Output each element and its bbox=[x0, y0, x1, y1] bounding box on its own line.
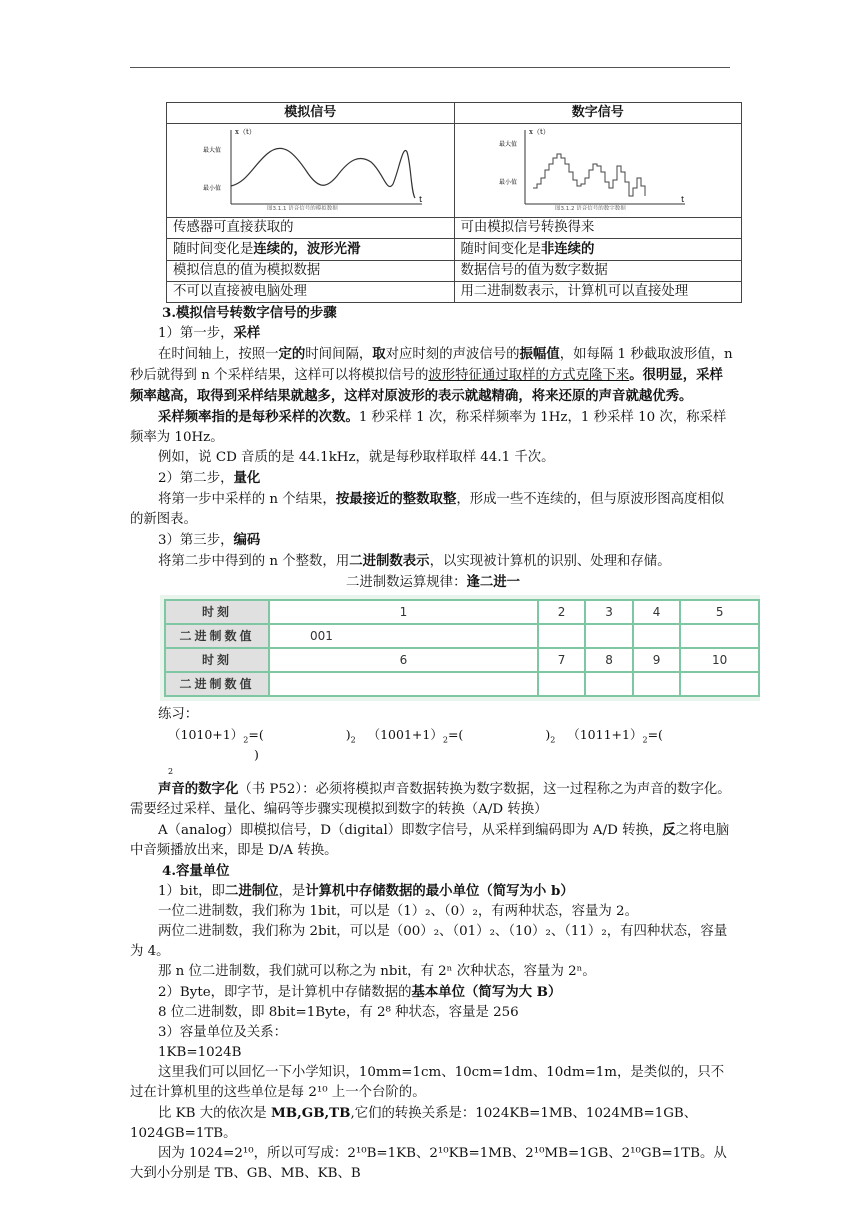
section4-heading: 4.容量单位 bbox=[162, 863, 230, 879]
digital-max-label: 最大值 bbox=[498, 141, 517, 148]
step1-heading: 1）第一步，采样 bbox=[158, 325, 261, 341]
digital-axis-label: x（t） bbox=[528, 128, 550, 136]
step2-paragraph: 将第一步中采样的 n 个结果，按最接近的整数取整，形成一些不连续的，但与原波形图高度相似的新图表。 bbox=[130, 491, 725, 527]
value-cell bbox=[269, 672, 538, 696]
analog-wave bbox=[231, 148, 415, 198]
digitize-paragraph: 声音的数字化（书 P52）：必须将模拟声音数据转换为数字数据，这一过程称之为声音的数字化。需要经过采样、量化、编码等步骤实现模拟到数字的转换（A/D 转换） bbox=[130, 781, 731, 817]
value-cell bbox=[680, 624, 759, 648]
n-bit-paragraph: 那 n 位二进制数，我们就可以称之为 nbit，有 2ⁿ 次种状态，容量为 2ⁿ。 bbox=[158, 964, 596, 979]
two-bit-paragraph: 两位二进制数，我们称为 2bit，可以是（00）₂、（01）₂、（10）₂、（11）₂，有四种状态，容量为 4。 bbox=[130, 924, 728, 959]
binary-table-frame bbox=[160, 595, 760, 701]
analog-t-label: t bbox=[419, 195, 423, 204]
digital-row-1: 可由模拟信号转换得来 bbox=[454, 218, 742, 239]
header-rule bbox=[130, 67, 730, 68]
value-cell bbox=[633, 624, 680, 648]
table-row bbox=[165, 648, 759, 672]
time-label-2: 时刻 bbox=[165, 648, 269, 672]
table-row bbox=[165, 624, 759, 648]
cd-example: 例如，说 CD 音质的是 44.1kHz，就是每秒取样取样 44.1 千次。 bbox=[158, 450, 555, 465]
time-cell: 3 bbox=[585, 600, 632, 624]
sampling-frequency-paragraph: 采样频率指的是每秒采样的次数。1 秒采样 1 次，称采样频率为 1Hz，1 秒采样 10 次，称采样频率为 10Hz。 bbox=[130, 409, 727, 445]
analog-row-2: 随时间变化是连续的，波形光滑 bbox=[167, 239, 455, 261]
binary-rule-title: 二进制数运算规律：逢二进一 bbox=[345, 574, 521, 590]
analog-min-label: 最小值 bbox=[203, 185, 222, 192]
header-analog: 模拟信号 bbox=[167, 103, 455, 124]
analog-max-label: 最大值 bbox=[203, 147, 222, 154]
value-cell bbox=[538, 624, 585, 648]
digital-waveform-figure bbox=[455, 124, 737, 210]
section3-heading: 3.模拟信号转数字信号的步骤 bbox=[162, 305, 337, 321]
digital-t-label: t bbox=[680, 195, 684, 204]
time-cell: 5 bbox=[680, 600, 759, 624]
ad-conversion-paragraph: A（analog）即模拟信号，D（digital）即数字信号，从采样到编码即为 A/D 转换，反之将电脑中音频播放出来，即是 D/A 转换。 bbox=[130, 822, 730, 858]
value-cell bbox=[585, 672, 632, 696]
signal-comparison-table bbox=[166, 102, 742, 303]
one-bit-paragraph: 一位二进制数，我们称为 1bit，可以是（1）₂、（0）₂，有两种状态，容量为 2。 bbox=[158, 904, 638, 919]
digital-min-label: 最小值 bbox=[498, 179, 517, 186]
step1-paragraph: 在时间轴上，按照一定的时间间隔，取对应时刻的声波信号的振幅值，如每隔 1 秒截取波形值，n 秒后就得到 n 个采样结果，这样可以将模拟信号的波形特征通过取样的方式克隆下来。很明显，采样频率越高，取得到采样结果就越多，这样对原波形的表示就越精确，将来还原的声音就越优秀。 bbox=[130, 346, 733, 404]
time-cell: 7 bbox=[538, 648, 585, 672]
units-conversion: 比 KB 大的依次是 MB,GB,TB,它们的转换关系是：1024KB=1MB、1024MB=1GB、1024GB=1TB。 bbox=[130, 1105, 698, 1141]
table-row bbox=[165, 600, 759, 624]
analog-caption: 图3.1.1 语音信号的模拟数据 bbox=[267, 206, 338, 210]
exercise-trailing-sub: 2 bbox=[168, 767, 174, 776]
time-cell: 8 bbox=[585, 648, 632, 672]
value-cell bbox=[633, 672, 680, 696]
time-cell: 6 bbox=[269, 648, 538, 672]
time-cell: 2 bbox=[538, 600, 585, 624]
time-label-1: 时刻 bbox=[165, 600, 269, 624]
digital-row-3: 数据信号的值为数字数据 bbox=[454, 261, 742, 282]
step3-paragraph: 将第二步中得到的 n 个整数，用二进制数表示，以实现被计算机的识别、处理和存储。 bbox=[158, 553, 671, 569]
header-digital: 数字信号 bbox=[454, 103, 742, 124]
analog-continuous: 连续的，波形光滑 bbox=[253, 241, 361, 257]
value-label-2: 二进制数值 bbox=[165, 672, 269, 696]
value-label-1: 二进制数值 bbox=[165, 624, 269, 648]
units-power-of-two: 因为 1024=2¹⁰，所以可写成：2¹⁰B=1KB、2¹⁰KB=1MB、2¹⁰MB=1GB、2¹⁰GB=1TB。从大到小分别是 TB、GB、MB、KB、B bbox=[130, 1146, 727, 1181]
value-cell: 001 bbox=[269, 624, 538, 648]
value-cell bbox=[585, 624, 632, 648]
step3-heading: 3）第三步，编码 bbox=[158, 532, 261, 548]
time-cell: 10 bbox=[680, 648, 759, 672]
digital-figure-cell bbox=[454, 124, 742, 218]
analog-axis-label: x（t） bbox=[235, 128, 256, 136]
value-cell bbox=[680, 672, 759, 696]
analog-waveform-figure bbox=[167, 124, 449, 210]
digital-row-2: 随时间变化是非连续的 bbox=[454, 239, 742, 261]
step2-heading: 2）第二步，量化 bbox=[158, 470, 261, 486]
binary-exercise-table bbox=[164, 599, 760, 697]
analog-figure-cell bbox=[167, 124, 455, 218]
analog-row-3: 模拟信息的值为模拟数据 bbox=[167, 261, 455, 282]
exercise-line: $(1010+1)_2=$( )$_2$ $(1001+1)_2=$( )$_2$ $(1011+1)_2=()$ bbox=[168, 727, 663, 762]
time-cell: 1 bbox=[269, 600, 538, 624]
byte-definition: 2）Byte，即字节，是计算机中存储数据的基本单位（简写为大 B） bbox=[158, 984, 562, 1000]
analog-row-1: 传感器可直接获取的 bbox=[167, 218, 455, 239]
kb-definition: 1KB=1024B bbox=[158, 1045, 242, 1060]
byte-paragraph: 8 位二进制数，即 8bit=1Byte，有 2⁸ 种状态，容量是 256 bbox=[158, 1005, 519, 1020]
value-cell bbox=[538, 672, 585, 696]
table-row bbox=[165, 672, 759, 696]
digital-caption: 图3.1.2 语音信号的数字数据 bbox=[554, 206, 626, 210]
bit-definition: 1）bit，即二进制位，是计算机中存储数据的最小单位（简写为小 b） bbox=[158, 883, 574, 899]
analog-row-4: 不可以直接被电脑处理 bbox=[167, 282, 455, 303]
digital-row-4: 用二进制数表示，计算机可以直接处理 bbox=[454, 282, 742, 303]
time-cell: 9 bbox=[633, 648, 680, 672]
digital-wave bbox=[533, 154, 645, 196]
document-body bbox=[130, 102, 736, 1184]
exercise-label: 练习： bbox=[158, 707, 199, 722]
digital-noncontinuous: 非连续的 bbox=[540, 241, 595, 257]
units-analogy: 这里我们可以回忆一下小学知识，10mm=1cm、10cm=1dm、10dm=1m，是类似的，只不过在计算机里的这些单位是每 2¹⁰ 上一个台阶的。 bbox=[130, 1065, 725, 1100]
time-cell: 4 bbox=[633, 600, 680, 624]
units-heading: 3）容量单位及关系： bbox=[158, 1025, 288, 1040]
